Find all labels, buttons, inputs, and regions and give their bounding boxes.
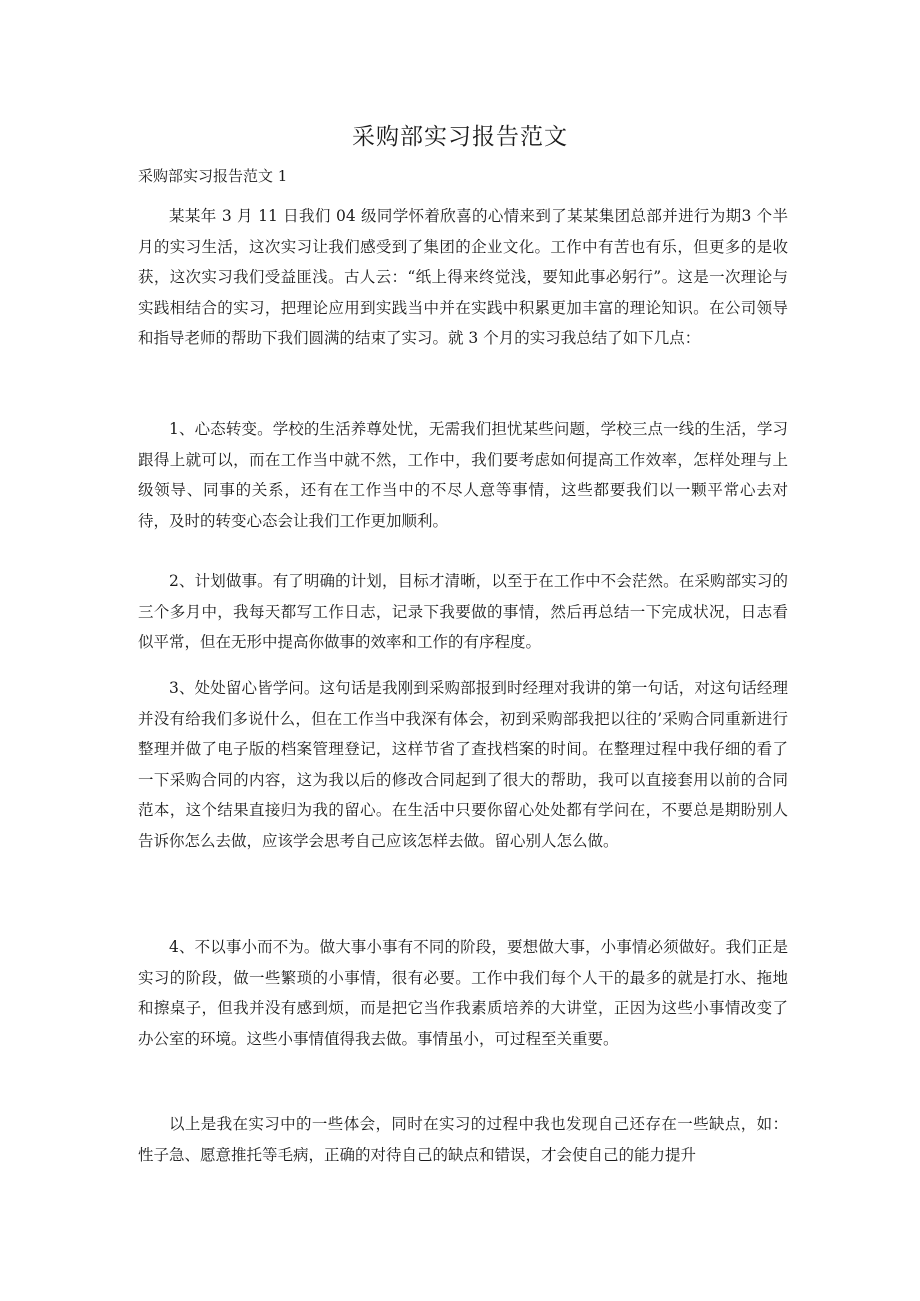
paragraph-point-2: 2、计划做事。有了明确的计划，目标才清晰，以至于在工作中不会茫然。在采购部实习的三个多月中，我每天都写工作日志，记录下我要做的事情，然后再总结一下完成状况，日志看似平常，但在无形中提高你做事的效率和工作的有序程度。 [138,572,788,651]
section-heading: 采购部实习报告范文 1 [138,167,288,185]
paragraph-conclusion: 以上是我在实习中的一些体会，同时在实习的过程中我也发现自己还存在一些缺点，如：性子急、愿意推托等毛病，正确的对待自己的缺点和错误，才会使自己的能力提升 [138,1115,788,1164]
paragraph-intro: 某某年 3 月 11 日我们 04 级同学怀着欣喜的心情来到了某某集团总部并进行为期3 个半月的实习生活，这次实习让我们感受到了集团的企业文化。工作中有苦也有乐，但更多的是收获，这次实习我们受益匪浅。古人云：“纸上得来终觉浅，要知此事必躬行”。这是一次理论与实践相结合的实习，把理论应用到实践当中并在实践中积累更加丰富的理论知识。在公司领导和指导老师的帮助下我们圆满的结束了实习。就 3 个月的实习我总结了如下几点： [138,207,788,347]
paragraph-point-4: 4、不以事小而不为。做大事小事有不同的阶段，要想做大事，小事情必须做好。我们正是实习的阶段，做一些繁琐的小事情，很有必要。工作中我们每个人干的最多的就是打水、拖地和擦桌子，但我并没有感到烦，而是把它当作我素质培养的大讲堂，正因为这些小事情改变了办公室的环境。这些小事情值得我去做。事情虽小，可过程至关重要。 [138,938,788,1048]
paragraph-point-1: 1、心态转变。学校的生活养尊处忧，无需我们担忧某些问题，学校三点一线的生活，学习跟得上就可以，而在工作当中就不然，工作中，我们要考虑如何提高工作效率，怎样处理与上级领导、同事的关系，还有在工作当中的不尽人意等事情，这些都要我们以一颗平常心去对待，及时的转变心态会让我们工作更加顺利。 [138,420,788,530]
document-title: 采购部实习报告范文 [352,124,568,150]
paragraph-point-3: 3、处处留心皆学问。这句话是我刚到采购部报到时经理对我讲的第一句话，对这句话经理并没有给我们多说什么，但在工作当中我深有体会，初到采购部我把以往的’采购合同重新进行整理并做了电子版的档案管理登记，这样节省了查找档案的时间。在整理过程中我仔细的看了一下采购合同的内容，这为我以后的修改合同起到了很大的帮助，我可以直接套用以前的合同范本，这个结果直接归为我的留心。在生活中只要你留心处处都有学问在，不要总是期盼别人告诉你怎么去做，应该学会思考自己应该怎样去做。留心别人怎么做。 [138,679,788,850]
